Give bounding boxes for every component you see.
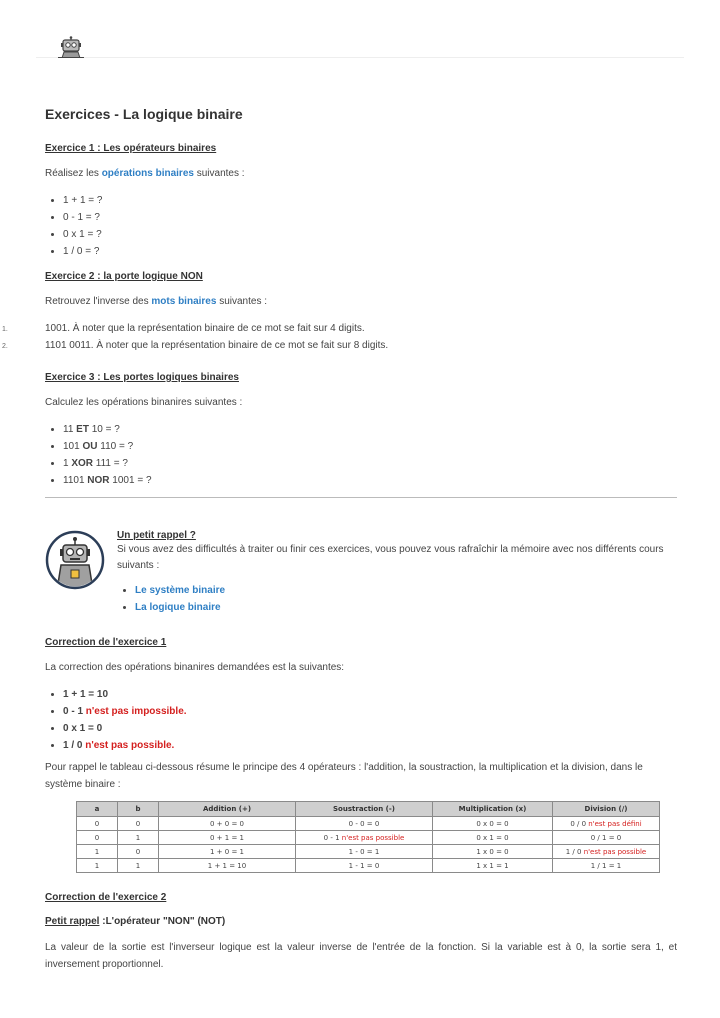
table-cell: [77, 831, 118, 845]
operand: 1001 = ?: [109, 475, 152, 486]
table-cell: [118, 845, 159, 859]
cell-value: 1 - 0 = 1: [348, 847, 380, 856]
list-number: 2.: [2, 343, 8, 350]
operator: OU: [82, 441, 98, 452]
operand: 1101: [63, 475, 88, 486]
reminder-body: [117, 530, 677, 616]
table-cell: [553, 831, 660, 845]
cell-value: 1: [135, 861, 141, 870]
cell-value: 0: [135, 819, 141, 828]
cell-note: n'est pas défini: [586, 819, 642, 828]
table-cell: [296, 859, 433, 873]
table-cell: [159, 817, 296, 831]
list-item: [63, 720, 677, 737]
table-cell: [159, 831, 296, 845]
cell-value: 1 x 1 = 1: [476, 861, 509, 870]
cell-value: 0 / 1 = 0: [590, 833, 622, 842]
correction-1-intro: La correction des opérations binanires demandées est la suivantes:: [45, 662, 345, 673]
cell-value: 0: [94, 819, 100, 828]
answer: 1 / 0: [63, 740, 83, 751]
table-cell: [553, 817, 660, 831]
page-header: [36, 30, 684, 58]
list-item: [135, 582, 677, 599]
table-cell: [296, 845, 433, 859]
operators-table: [76, 801, 660, 873]
exercise-2-list: [0, 320, 677, 354]
link-systeme-binaire[interactable]: Le système binaire: [135, 585, 226, 596]
list-item: [2, 320, 677, 337]
link-logique-binaire[interactable]: La logique binaire: [135, 602, 221, 613]
operator: NOR: [87, 475, 110, 486]
table-cell: [118, 831, 159, 845]
reminder-title: :L'opérateur "NON" (NOT): [99, 916, 226, 927]
table-cell: [159, 859, 296, 873]
list-text: 1101 0011. À noter que la représentation binaire de ce mot se fait sur 8 digits.: [45, 340, 389, 351]
list-item: • 1 + 1 = ?: [63, 192, 677, 209]
intro-text: Réalisez les: [45, 168, 102, 179]
table-cell: [118, 859, 159, 873]
cell-value: 1: [94, 861, 100, 870]
answer-note: n'est pas possible.: [82, 740, 175, 751]
operand: 110 = ?: [97, 441, 134, 452]
answer: 0 x 1 = 0: [63, 723, 103, 734]
cell-value: 1: [135, 833, 141, 842]
column-header: Addition (+): [159, 802, 296, 817]
cell-value: 0 x 0 = 0: [476, 819, 509, 828]
exercise-1-intro: [45, 165, 677, 182]
list-item: • 0 x 1 = ?: [63, 226, 677, 243]
list-item: • 1 / 0 = ?: [63, 243, 677, 260]
cell-value: 0: [135, 847, 141, 856]
table-row: [77, 859, 660, 873]
cell-value: 1 x 0 = 0: [476, 847, 509, 856]
cell-value: 1 - 1 = 0: [348, 861, 380, 870]
list-item: [63, 737, 677, 754]
reminder-box: [45, 530, 677, 618]
link-operations-binaires[interactable]: opérations binaires: [101, 168, 194, 179]
list-item: [135, 599, 677, 616]
table-cell: [77, 859, 118, 873]
correction-1-heading: Correction de l'exercice 1: [45, 637, 167, 648]
table-intro: Pour rappel le tableau ci-dessous résume le principe des 4 opérateurs : l'addition, la soustraction, la multiplication et la division, dans le système binaire :: [45, 762, 643, 790]
not-operator-text: La valeur de la sortie est l'inverseur logique est la valeur inverse de l'entrée de la fonction. Si la variable est à 0, la sortie sera 1, et inversement proportionnel.: [45, 942, 677, 970]
exercise-3-list: [45, 421, 677, 489]
list-item: [63, 438, 677, 455]
list-item: [63, 455, 677, 472]
exercise-1-list: [45, 192, 677, 260]
answer: 1 + 1 = 10: [63, 689, 109, 700]
reminder-heading: Un petit rappel ?: [117, 530, 196, 541]
exercise-3-intro: Calculez les opérations binanires suivantes :: [45, 397, 243, 408]
table-cell: [433, 845, 553, 859]
table-container: [45, 801, 677, 887]
cell-value: 1 + 1 = 10: [207, 861, 247, 870]
column-header: Multiplication (x): [433, 802, 553, 817]
reminder-links: [117, 582, 677, 616]
table-cell: [553, 845, 660, 859]
exercise-1-heading: Exercice 1 : Les opérateurs binaires: [45, 143, 217, 154]
cell-value: 0 + 0 = 0: [210, 819, 244, 828]
table-cell: [77, 845, 118, 859]
table-cell: [296, 831, 433, 845]
cell-value: 0 / 0: [570, 819, 587, 828]
exercise-2-intro: [45, 293, 677, 310]
operand: 101: [63, 441, 83, 452]
cell-value: 0 x 1 = 0: [476, 833, 509, 842]
exercise-2-heading: Exercice 2 : la porte logique NON: [45, 271, 203, 282]
correction-2-heading: Correction de l'exercice 2: [45, 892, 167, 903]
table-row: [77, 845, 660, 859]
table-cell: [77, 817, 118, 831]
table-cell: [433, 817, 553, 831]
operator: XOR: [71, 458, 94, 469]
cell-value: 1 / 0: [565, 847, 582, 856]
column-header: a: [77, 802, 118, 817]
reminder-label: Petit rappel: [45, 916, 100, 927]
table-header-row: [77, 802, 660, 817]
article-content: [2, 106, 677, 973]
intro-text: suivantes :: [216, 296, 268, 307]
table-cell: [159, 845, 296, 859]
table-cell: [296, 817, 433, 831]
page-title: Exercices - La logique binaire: [45, 106, 243, 122]
reminder-text: Si vous avez des difficultés à traiter ou finir ces exercices, vous pouvez vous rafraîchir la mémoire avec nos différents cours suivants :: [117, 544, 664, 571]
link-mots-binaires[interactable]: mots binaires: [151, 296, 217, 307]
table-row: [77, 817, 660, 831]
cell-value: 0: [94, 833, 100, 842]
cell-value: 1: [94, 847, 100, 856]
cell-value: 1 / 1 = 1: [590, 861, 622, 870]
column-header: Division (/): [553, 802, 660, 817]
list-item: [2, 337, 677, 354]
robot-icon[interactable]: [58, 36, 84, 58]
table-cell: [118, 817, 159, 831]
table-body: [77, 817, 660, 873]
list-item: • 0 - 1 = ?: [63, 209, 677, 226]
cell-value: 1 + 0 = 1: [210, 847, 244, 856]
table-cell: [433, 831, 553, 845]
operand: 11: [63, 424, 77, 435]
list-item: [63, 472, 677, 489]
table-cell: [433, 859, 553, 873]
list-text: 1001. À noter que la représentation binaire de ce mot se fait sur 4 digits.: [45, 323, 365, 334]
operator: ET: [76, 424, 89, 435]
cell-value: 0 - 1: [323, 833, 340, 842]
not-operator-reminder: [45, 913, 677, 930]
correction-1-list: [45, 686, 677, 754]
cell-note: n'est pas possible: [339, 833, 405, 842]
answer: 0 - 1: [63, 706, 84, 717]
table-cell: [553, 859, 660, 873]
list-item: [63, 703, 677, 720]
exercise-3-heading: Exercice 3 : Les portes logiques binaires: [45, 372, 239, 383]
cell-value: 0 - 0 = 0: [348, 819, 380, 828]
operand: 111 = ?: [93, 458, 128, 469]
operand: 10 = ?: [88, 424, 120, 435]
column-header: b: [118, 802, 159, 817]
column-header: Soustraction (-): [296, 802, 433, 817]
operand: 1: [63, 458, 72, 469]
table-row: [77, 831, 660, 845]
list-item: [63, 421, 677, 438]
intro-text: Retrouvez l'inverse des: [45, 296, 152, 307]
list-number: 1.: [2, 326, 8, 333]
robot-avatar-icon: [45, 530, 105, 590]
divider: [45, 497, 677, 498]
list-item: [63, 686, 677, 703]
answer-note: n'est pas impossible.: [83, 706, 187, 717]
intro-text: suivantes :: [193, 168, 245, 179]
cell-value: 0 + 1 = 1: [210, 833, 244, 842]
cell-note: n'est pas possible: [581, 847, 647, 856]
